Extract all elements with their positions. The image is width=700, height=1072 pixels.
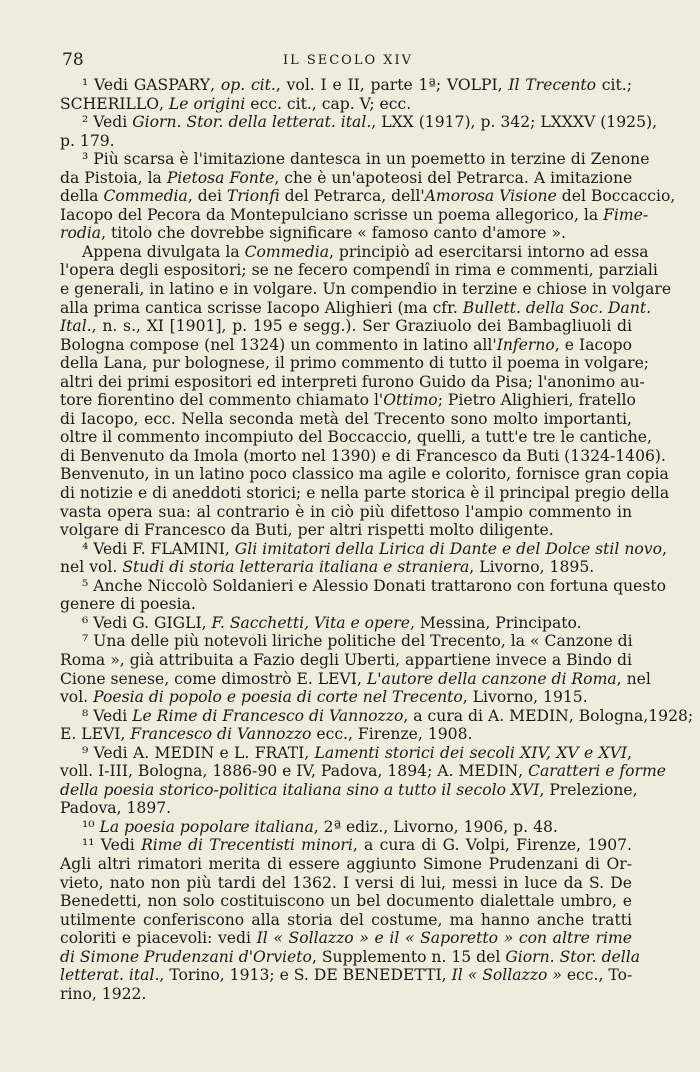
note-line: di Iacopo, ecc. Nella seconda metà del Trecento sono molto importanti, [60,409,632,428]
note-line: Iacopo del Pecora da Montepulciano scrisse un poema allegorico, la Fime- [60,205,649,224]
note-line: Roma », già attribuita a Fazio degli Uberti, appartiene invece a Bindo di [60,650,632,669]
note-line: ⁸ Vedi Le Rime di Francesco di Vannozzo, a cura di A. MEDIN, Bologna,1928; [82,706,694,725]
note-line: Benedetti, non solo costituiscono un bel documento dialettale umbro, e [60,892,632,911]
note-line: voll. I-III, Bologna, 1886-90 e IV, Padova, 1894; A. MEDIN, Caratteri e forme [60,762,667,781]
note-line: genere di poesia. [60,595,196,614]
page-number: 78 [62,50,84,70]
note-line: l'opera degli espositori; se ne fecero compendî in rima e commenti, parziali [60,261,658,280]
note-line: di Benvenuto da Imola (morto nel 1390) e di Francesco da Buti (1324-1406). [60,446,666,465]
note-line: ⁴ Vedi F. FLAMINI, Gli imitatori della Lirica di Dante e del Dolce stil novo, [82,539,667,558]
section-title: IL SECOLO XIV [282,53,414,68]
note-line: vieto, nato non più tardi del 1362. I versi di lui, messi in luce da S. De [60,873,632,892]
note-line: altri dei primi espositori ed interpreti furono Guido da Pisa; l'anonimo au- [60,372,645,391]
note-line: vol. Poesia di popolo e poesia di corte nel Trecento, Livorno, 1915. [60,688,588,707]
note-line: ¹ Vedi GASPARY, op. cit., vol. I e II, parte 1ª; VOLPI, Il Trecento cit.; [82,76,632,94]
note-line: da Pistoia, la Pietosa Fonte, che è un'apoteosi del Petrarca. A imitazione [60,168,633,187]
note-line: ¹¹ Vedi Rime di Trecentisti minori, a cura di G. Volpi, Firenze, 1907. [82,836,632,855]
note-line: vasta opera sua: al contrario è in ciò più difettoso l'ampio commento in [60,502,632,521]
note-line: Padova, 1897. [60,799,172,818]
note-line: ⁷ Una delle più notevoli liriche politiche del Trecento, la « Canzone di [82,632,633,651]
note-line: della poesia storico-politica italiana sino a tutto il secolo XVI, Prelezione, [60,780,638,799]
note-line: Ital., n. s., XI [1901], p. 195 e segg.). Ser Graziuolo dei Bambagliuoli di [60,317,632,336]
note-line: volgare di Francesco da Buti, per altri rispetti molto diligente. [60,521,554,540]
note-line: di notizie e di aneddoti storici; e nella parte storica è il principal pregio della [60,484,670,503]
footnotes-body [60,76,694,1003]
note-line: ⁶ Vedi G. GIGLI, F. Sacchetti, Vita e opere, Messina, Principato. [82,613,582,632]
note-line: tore fiorentino del commento chiamato l'Ottimo; Pietro Alighieri, fratello [60,391,636,410]
running-head [62,50,634,70]
note-line: Cione senese, come dimostrò E. LEVI, L'autore della canzone di Roma, nel [60,669,651,688]
note-line: ⁹ Vedi A. MEDIN e L. FRATI, Lamenti storici dei secoli XIV, XV e XVI, [82,743,633,762]
note-line: letterat. ital., Torino, 1913; e S. DE BENEDETTI, Il « Sollazzo » ecc., To- [60,966,633,985]
note-line: rino, 1922. [60,984,147,1003]
note-line: rodia, titolo che dovrebbe significare « famoso canto d'amore ». [60,224,566,243]
note-line: e generali, in latino e in volgare. Un compendio in terzine e chiose in volgare [60,280,672,299]
note-line: Agli altri rimatori merita di essere aggiunto Simone Prudenzani di Or- [60,854,632,873]
note-line: utilmente conferiscono alla storia del costume, ma hanno anche tratti [60,910,632,929]
note-line: Benvenuto, in un latino poco classico ma agile e colorito, fornisce gran copia [60,465,669,484]
note-line: E. LEVI, Francesco di Vannozzo ecc., Firenze, 1908. [60,725,473,744]
note-line: di Simone Prudenzani d'Orvieto, Supplemento n. 15 del Giorn. Stor. della [60,947,641,966]
note-line: ³ Più scarsa è l'imitazione dantesca in un poemetto in terzine di Zenone [82,150,650,169]
note-line: coloriti e piacevoli: vedi Il « Sollazzo » e il « Saporetto » con altre rime [60,929,632,948]
note-line: ² Vedi Giorn. Stor. della letterat. ital., LXX (1917), p. 342; LXXXV (1925), [82,113,658,132]
note-line: ¹⁰ La poesia popolare italiana, 2ª ediz., Livorno, 1906, p. 48. [82,817,558,836]
note-line: alla prima cantica scrisse Iacopo Alighieri (ma cfr. Bullett. della Soc. Dant. [60,298,652,317]
note-line: p. 179. [60,131,115,150]
note-line: Bologna compose (nel 1324) un commento in latino all'Inferno, e Iacopo [60,335,632,354]
note-line: della Lana, pur bolognese, il primo commento di tutto il poema in volgare; [60,354,650,373]
note-line: nel vol. Studi di storia letteraria italiana e straniera, Livorno, 1895. [60,558,595,577]
note-line: della Commedia, dei Trionfi del Petrarca, dell'Amorosa Visione del Boccaccio, [60,187,676,206]
note-line: oltre il commento incompiuto del Boccaccio, quelli, a tutt'e tre le cantiche, [60,428,652,447]
note-line: Appena divulgata la Commedia, principiò ad esercitarsi intorno ad essa [82,242,649,261]
note-line: ⁵ Anche Niccolò Soldanieri e Alessio Donati trattarono con fortuna questo [82,576,667,595]
note-line: SCHERILLO, Le origini ecc. cit., cap. V; ecc. [60,94,412,113]
